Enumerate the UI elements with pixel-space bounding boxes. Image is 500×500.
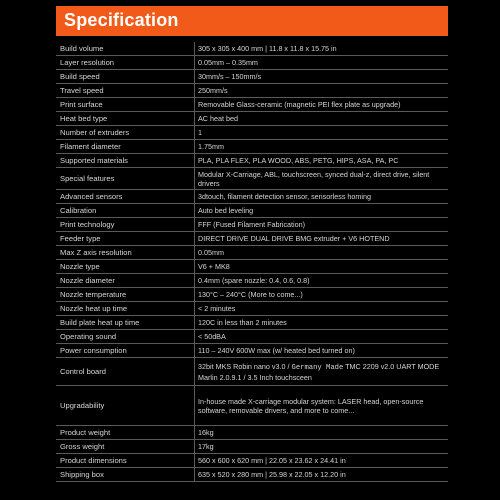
table-row [56,468,448,482]
table-row [56,426,448,440]
spec-value: DIRECT DRIVE DUAL DRIVE BMG extruder + V6 HOTEND [198,234,390,243]
spec-key: Product dimensions [60,456,127,465]
spec-value: < 2 minutes [198,304,236,313]
spec-value: 3dtouch, filament detection sensor, sensorless homing [198,192,371,201]
spec-key: Print technology [60,220,115,229]
spec-key: Max Z axis resolution [60,248,132,257]
table-row [56,42,448,56]
spec-value: PLA, PLA FLEX, PLA WOOD, ABS, PETG, HIPS, ASA, PA, PC [198,156,399,165]
table-row [56,330,448,344]
table-row [56,190,448,204]
spec-value: AC heat bed [198,114,238,123]
spec-header-bar [56,6,448,36]
table-row [56,302,448,316]
table-row [56,232,448,246]
table-row [56,358,448,386]
spec-value: 17kg [198,442,214,451]
spec-key: Filament diameter [60,142,121,151]
table-row [56,288,448,302]
spec-value: < 50dBA [198,332,226,341]
spec-key: Build volume [60,44,104,53]
spec-value: 16kg [198,428,214,437]
table-row [56,316,448,330]
spec-key: Heat bed type [60,114,108,123]
spec-value-part: TMC 2209 v2.0 UART MODE Marlin 2.0.9.1 / 3.5 Inch touchsceen [198,361,440,382]
table-row [56,56,448,70]
spec-value: 30mm/s – 150mm/s [198,72,262,81]
table-row [56,126,448,140]
spec-value: In-house made X-carriage modular system: LASER head, open-source software, removable drivers, and more to come... [198,396,424,415]
spec-value: 0.05mm – 0.35mm [198,58,258,67]
table-row [56,112,448,126]
table-row [56,70,448,84]
spec-key: Operating sound [60,332,117,341]
table-row [56,204,448,218]
spec-value: V6 + MK8 [198,262,230,271]
spec-key: Print surface [60,100,103,109]
spec-key: Control board [60,367,107,376]
table-row [56,168,448,190]
spec-key: Calibration [60,206,97,215]
spec-key: Feeder type [60,234,101,243]
spec-key: Power consumption [60,346,127,355]
spec-value: 110 – 240V 600W max (w/ heated bed turned on) [198,346,355,355]
spec-key: Nozzle diameter [60,276,115,285]
spec-value: 635 x 520 x 280 mm | 25.98 x 22.05 x 12.20 in [198,470,346,479]
spec-key: Special features [60,174,115,183]
table-row [56,218,448,232]
spec-table [56,42,448,482]
table-row [56,260,448,274]
spec-key: Travel speed [60,86,104,95]
spec-key: Build plate heat up time [60,318,140,327]
spec-key: Build speed [60,72,100,81]
spec-value: 130°C – 240°C (More to come...) [198,290,303,299]
spec-value-part: 32bit MKS Robin nano v3.0 / [198,361,290,371]
spec-value: 1 [198,128,202,137]
spec-value: Removable Glass-ceramic (magnetic PEI flex plate as upgrade) [198,100,401,109]
table-row [56,454,448,468]
spec-key: Shipping box [60,470,104,479]
table-row [56,344,448,358]
spec-key: Nozzle heat up time [60,304,128,313]
spec-key: Number of extruders [60,128,130,137]
spec-value: 305 x 305 x 400 mm | 11.8 x 11.8 x 15.75 in [198,44,337,53]
spec-key: Nozzle temperature [60,290,127,299]
spec-value: 560 x 600 x 620 mm | 22.05 x 23.62 x 24.41 in [198,456,346,465]
spec-key: Upgradability [60,401,105,410]
spec-value: Modular X-Carriage, ABL, touchscreen, synced dual-z, direct drive, silent drivers [198,169,430,188]
spec-key: Gross weight [60,442,105,451]
spec-key: Layer resolution [60,58,115,67]
spec-key: Nozzle type [60,262,100,271]
spec-key: Product weight [60,428,111,437]
table-row [56,440,448,454]
spec-key: Advanced sensors [60,192,123,201]
spec-value [194,362,448,382]
spec-value: 0.05mm [198,248,224,257]
table-row [56,140,448,154]
spec-value: 1.75mm [198,142,224,151]
spec-value: Auto bed leveling [198,206,254,215]
table-row [56,274,448,288]
page-title: Specification [64,10,179,30]
table-row [56,98,448,112]
spec-value: FFF (Fused Filament Fabrication) [198,220,306,229]
table-row [56,246,448,260]
spec-value: 120C in less than 2 minutes [198,318,287,327]
table-row [56,386,448,426]
spec-value-part: Germany Made [291,363,344,372]
spec-key: Supported materials [60,156,128,165]
spec-value: 250mm/s [198,86,228,95]
spec-value: 0.4mm (spare nozzle: 0.4, 0.6, 0.8) [198,276,310,285]
table-row [56,84,448,98]
table-row [56,154,448,168]
